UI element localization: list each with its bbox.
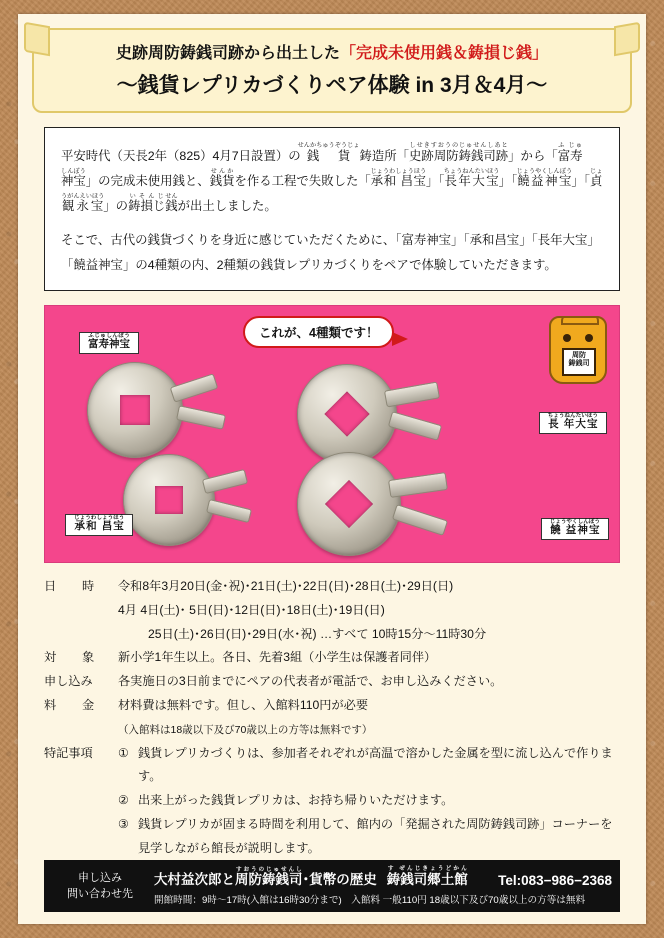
mascot-character-icon (549, 316, 607, 384)
detail-value-target: 新小学1年生以上。各日、先着3組（小学生は保護者同伴） (118, 650, 437, 665)
footer-contact-label-line2: 問い合わせ先 (67, 888, 133, 900)
mascot-eye-left (563, 334, 571, 342)
footer-telephone[interactable]: Tel:083−986−2368 (498, 873, 612, 888)
detail-row-datetime (44, 575, 620, 599)
detail-value-application: 各実施日の3日前までにペアの代表者が電話で、お申し込みください。 (118, 674, 503, 689)
label-jowa-shoho: 承和 昌宝じょうわしょうほう (65, 514, 133, 536)
footer-museum-name: 鋳銭司郷土館す ぜんじきょうどかん (386, 866, 468, 887)
note-item (118, 789, 620, 813)
sprue-1 (170, 373, 219, 402)
note-text: 出来上がった銭貨レプリカは、お持ち帰りいただけます。 (138, 793, 454, 808)
note-text: 銭貨レプリカが固まる時間を利用して、館内の「発掘された周防鋳銭司跡」コーナーを見学しながら館長が説明します。 (138, 816, 613, 855)
note-text: 銭貨レプリカづくりは、参加者それぞれが高温で溶かした金属を型に流し込んで作ります。 (138, 745, 613, 784)
callout-bubble: これが、4種類です！ (243, 316, 394, 348)
note-number: ② (118, 793, 129, 808)
label-joeki-shinpo: 饒 益神宝じょうやくしんぽう (541, 518, 609, 540)
flyer-sheet (18, 14, 646, 924)
detail-row-datetime-line2: 4月 4日(土)･ 5日(日)･12日(日)･18日(土)･19日(日) (118, 602, 385, 617)
mascot-eye-right (585, 334, 593, 342)
mascot-coin-badge: 周防 鋳銭司 (562, 348, 596, 376)
footer-contact-info (148, 866, 612, 906)
header-line-1-highlight: 「完成未使用銭＆鋳損じ銭」 (340, 45, 549, 62)
header-line-2: 〜銭貨レプリカづくりペア体験 in 3月＆4月〜 (116, 74, 548, 97)
detail-row-datetime-line3: 25日(土)･26日(日)･29日(水･祝) …すべて 10時15分〜11時30分 (148, 626, 487, 641)
mascot-hat (561, 316, 599, 325)
detail-label-datetime: 日 時 (44, 579, 95, 594)
detail-value-datetime: 令和8年3月20日(金･祝)･21日(土)･22日(日)･28日(土)･29日(日) (118, 579, 454, 594)
coin-joeki-shinpo-image (297, 452, 401, 556)
detail-label-fee: 料 金 (44, 697, 95, 712)
header-line-1-pre: 史跡周防鋳銭司跡から出土した (115, 45, 340, 62)
detail-row-target (44, 646, 620, 670)
sprue-8 (392, 504, 448, 536)
detail-row-notes (44, 742, 620, 861)
note-number: ③ (118, 816, 129, 831)
footer-contact-bar (44, 860, 620, 912)
label-chonen-taiho: 長 年大宝ちょうねんたいほう (539, 412, 607, 434)
coin-fuju-shinpo-image (87, 362, 183, 458)
intro-textbox (44, 127, 620, 291)
footer-title-row (154, 866, 612, 888)
note-number: ① (118, 745, 129, 760)
detail-label-target: 対 象 (44, 650, 95, 665)
ribbon-right-decoration (614, 22, 640, 57)
photo-panel (44, 305, 620, 563)
footer-contact-label-line1: 申し込み (78, 871, 122, 884)
header-banner (32, 28, 632, 113)
footer-museum-subject: 大村益次郎と周防鋳銭司すおうのじゅせんし･貨幣の歴史 (154, 867, 377, 887)
detail-row-application (44, 670, 620, 694)
detail-value-fee-note: （入館料は18歳以下及び70歳以上の方等は無料です） (118, 723, 373, 736)
footer-contact-label (52, 870, 148, 903)
coin-jowa-shoho-image (123, 454, 215, 546)
sprue-6 (206, 499, 252, 523)
ribbon-left-decoration (24, 22, 50, 57)
sprue-7 (388, 472, 448, 498)
intro-paragraph-1: 平安時代（天長2 年（825）4月7日設置）の銭貨せんかちゅうぞうじょ鋳造所「史跡周防鋳銭司跡しせきすおうのじゅせんしあと」から「富寿ふ じゅ神宝しんぽう」の完成未使用銭と、銭貨せんかを作る工程で失敗した「承和 昌宝じょうわしょうほう」「長年大宝ちょうねんたいほう」「饒益神宝じょうやくしんぽう」「貞観永宝じょうがんえいほう」の鋳損じいそんじ銭せんが出土しました。 (61, 142, 603, 213)
detail-row-fee (44, 694, 620, 742)
header-line-1 (40, 40, 624, 63)
detail-notes-list (118, 742, 620, 861)
event-details (44, 575, 620, 860)
coin-chonen-taiho-image (297, 364, 397, 464)
detail-label-application: 申し込み (44, 674, 93, 689)
note-item (118, 813, 620, 861)
note-item (118, 742, 620, 790)
sprue-3 (384, 382, 440, 408)
detail-value-fee-main: 材料費は無料です。但し、入館料110円が必要 (118, 697, 369, 712)
detail-value-fee (118, 694, 620, 742)
sprue-4 (388, 411, 442, 441)
footer-hours: 開館時間：9時〜17時(入館は16時30分まで) 入館料 一般110円 18歳以下及び70歳以上の方等は無料 (154, 895, 586, 906)
label-fuju-shinpo: 富寿神宝ふじゅしんぽう (79, 332, 139, 354)
intro-paragraph-2: そこで、古代の銭貨づくりを身近に感じていただくために、「富寿神宝」「承和昌宝」「長年大宝」「饒益神宝」の4種類の内、2種類の銭貨レプリカづくりをペアで体験していただきます。 (61, 233, 600, 273)
sprue-5 (202, 469, 248, 494)
detail-label-notes: 特記事項 (44, 745, 93, 760)
sprue-2 (176, 405, 226, 430)
